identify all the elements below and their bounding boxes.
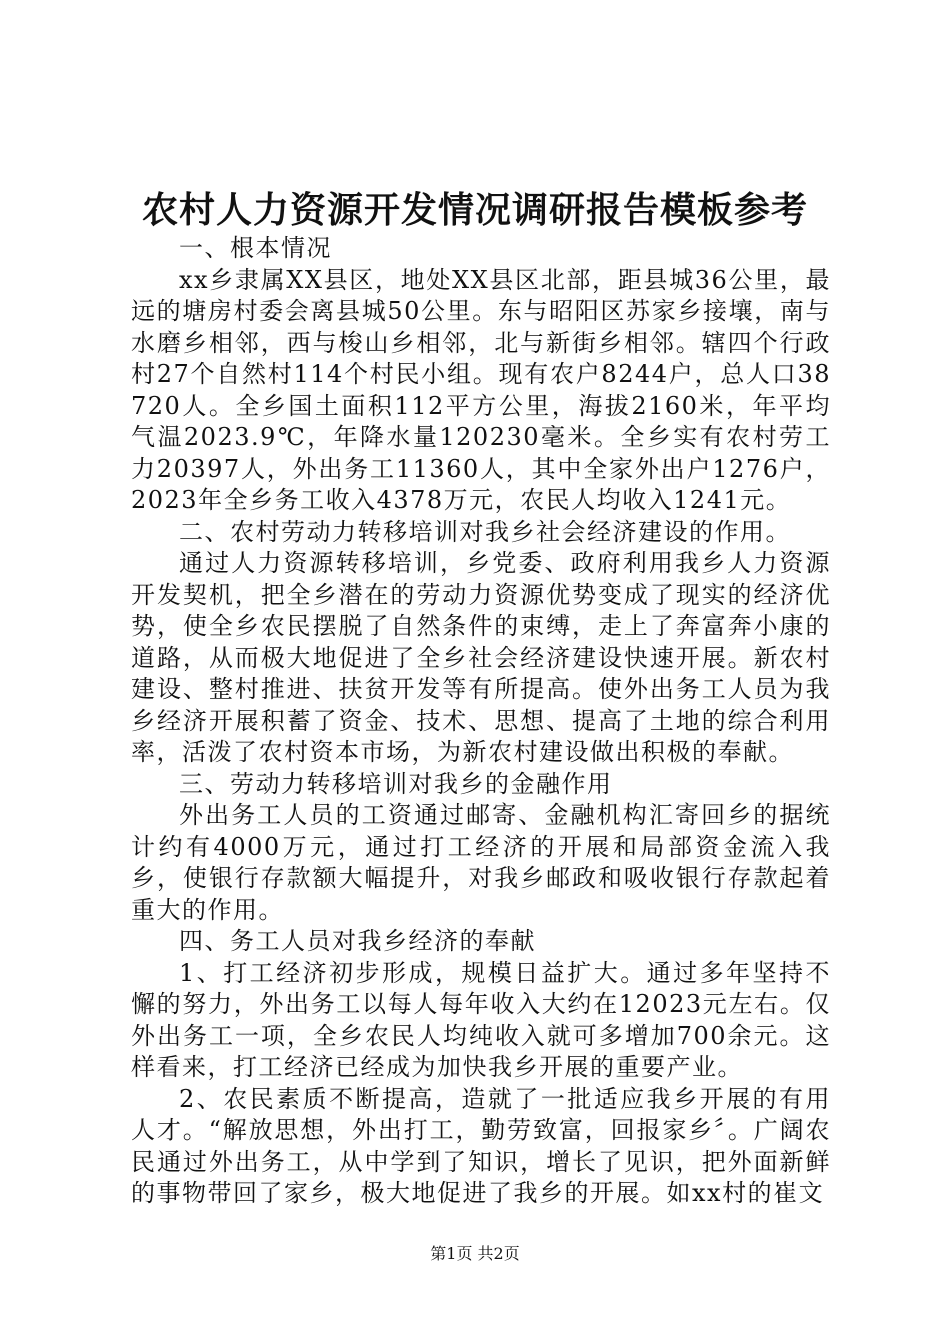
page-number-footer: 第1页 共2页 <box>430 1244 520 1263</box>
section-heading-4: 四、务工人员对我乡经济的奉献 <box>179 927 536 955</box>
document-title: 农村人力资源开发情况调研报告模板参考 <box>141 189 808 231</box>
document-body <box>131 233 831 1210</box>
section-heading-2: 二、农村劳动力转移培训对我乡社会经济建设的作用。 <box>179 517 791 546</box>
paragraph-point-1: 1、打工经济初步形成，规模日益扩大。通过多年坚持不懈的努力，外出务工以每人每年收入大约在12023元左右。仅外出务工一项，全乡农民人均纯收入就可多增加700余元。这样看来，打工经济已经成为加快我乡开展的重要产业。 <box>131 958 831 1081</box>
paragraph-training-role: 通过人力资源转移培训，乡党委、政府利用我乡人力资源开发契机，把全乡潜在的劳动力资源优势变成了现实的经济优势，使全乡农民摆脱了自然条件的束缚，走上了奔富奔小康的道路，从而极大地促进了全乡社会经济建设快速开展。新农村建设、整村推进、扶贫开发等有所提高。使外出务工人员为我乡经济开展积蓄了资金、技术、思想、提高了土地的综合利用率，活泼了农村资本市场，为新农村建设做出积极的奉献。 <box>131 549 831 766</box>
paragraph-point-2: 2、农民素质不断提高，造就了一批适应我乡开展的有用人才。“解放思想，外出打工，勤劳致富，回报家乡〞。广阔农民通过外出务工，从中学到了知识，增长了见识，把外面新鲜的事物带回了家乡，极大地促进了我乡的开展。如xx村的崔文 <box>131 1084 831 1207</box>
section-heading-3: 三、劳动力转移培训对我乡的金融作用 <box>179 769 613 798</box>
section-heading-1: 一、根本情况 <box>179 234 332 262</box>
paragraph-finance-role: 外出务工人员的工资通过邮寄、金融机构汇寄回乡的据统计约有4000万元，通过打工经济的开展和局部资金流入我乡，使银行存款额大幅提升，对我乡邮政和吸收银行存款起着重大的作用。 <box>131 801 831 924</box>
paragraph-basic-info: xx乡隶属XX县区，地处XX县区北部，距县城36公里，最远的塘房村委会离县城50公里。东与昭阳区苏家乡接壤，南与水磨乡相邻，西与梭山乡相邻，北与新街乡相邻。辖四个行政村27个自然村114个村民小组。现有农户8244户，总人口38720人。全乡国土面积112平方公里，海拔2160米，年平均气温2023.9℃，年降水量120230毫米。全乡实有农村劳工力20397人，外出务工11360人，其中全家外出户1276户，2023年全乡务工收入4378万元，农民人均收入1241元。 <box>131 265 831 514</box>
